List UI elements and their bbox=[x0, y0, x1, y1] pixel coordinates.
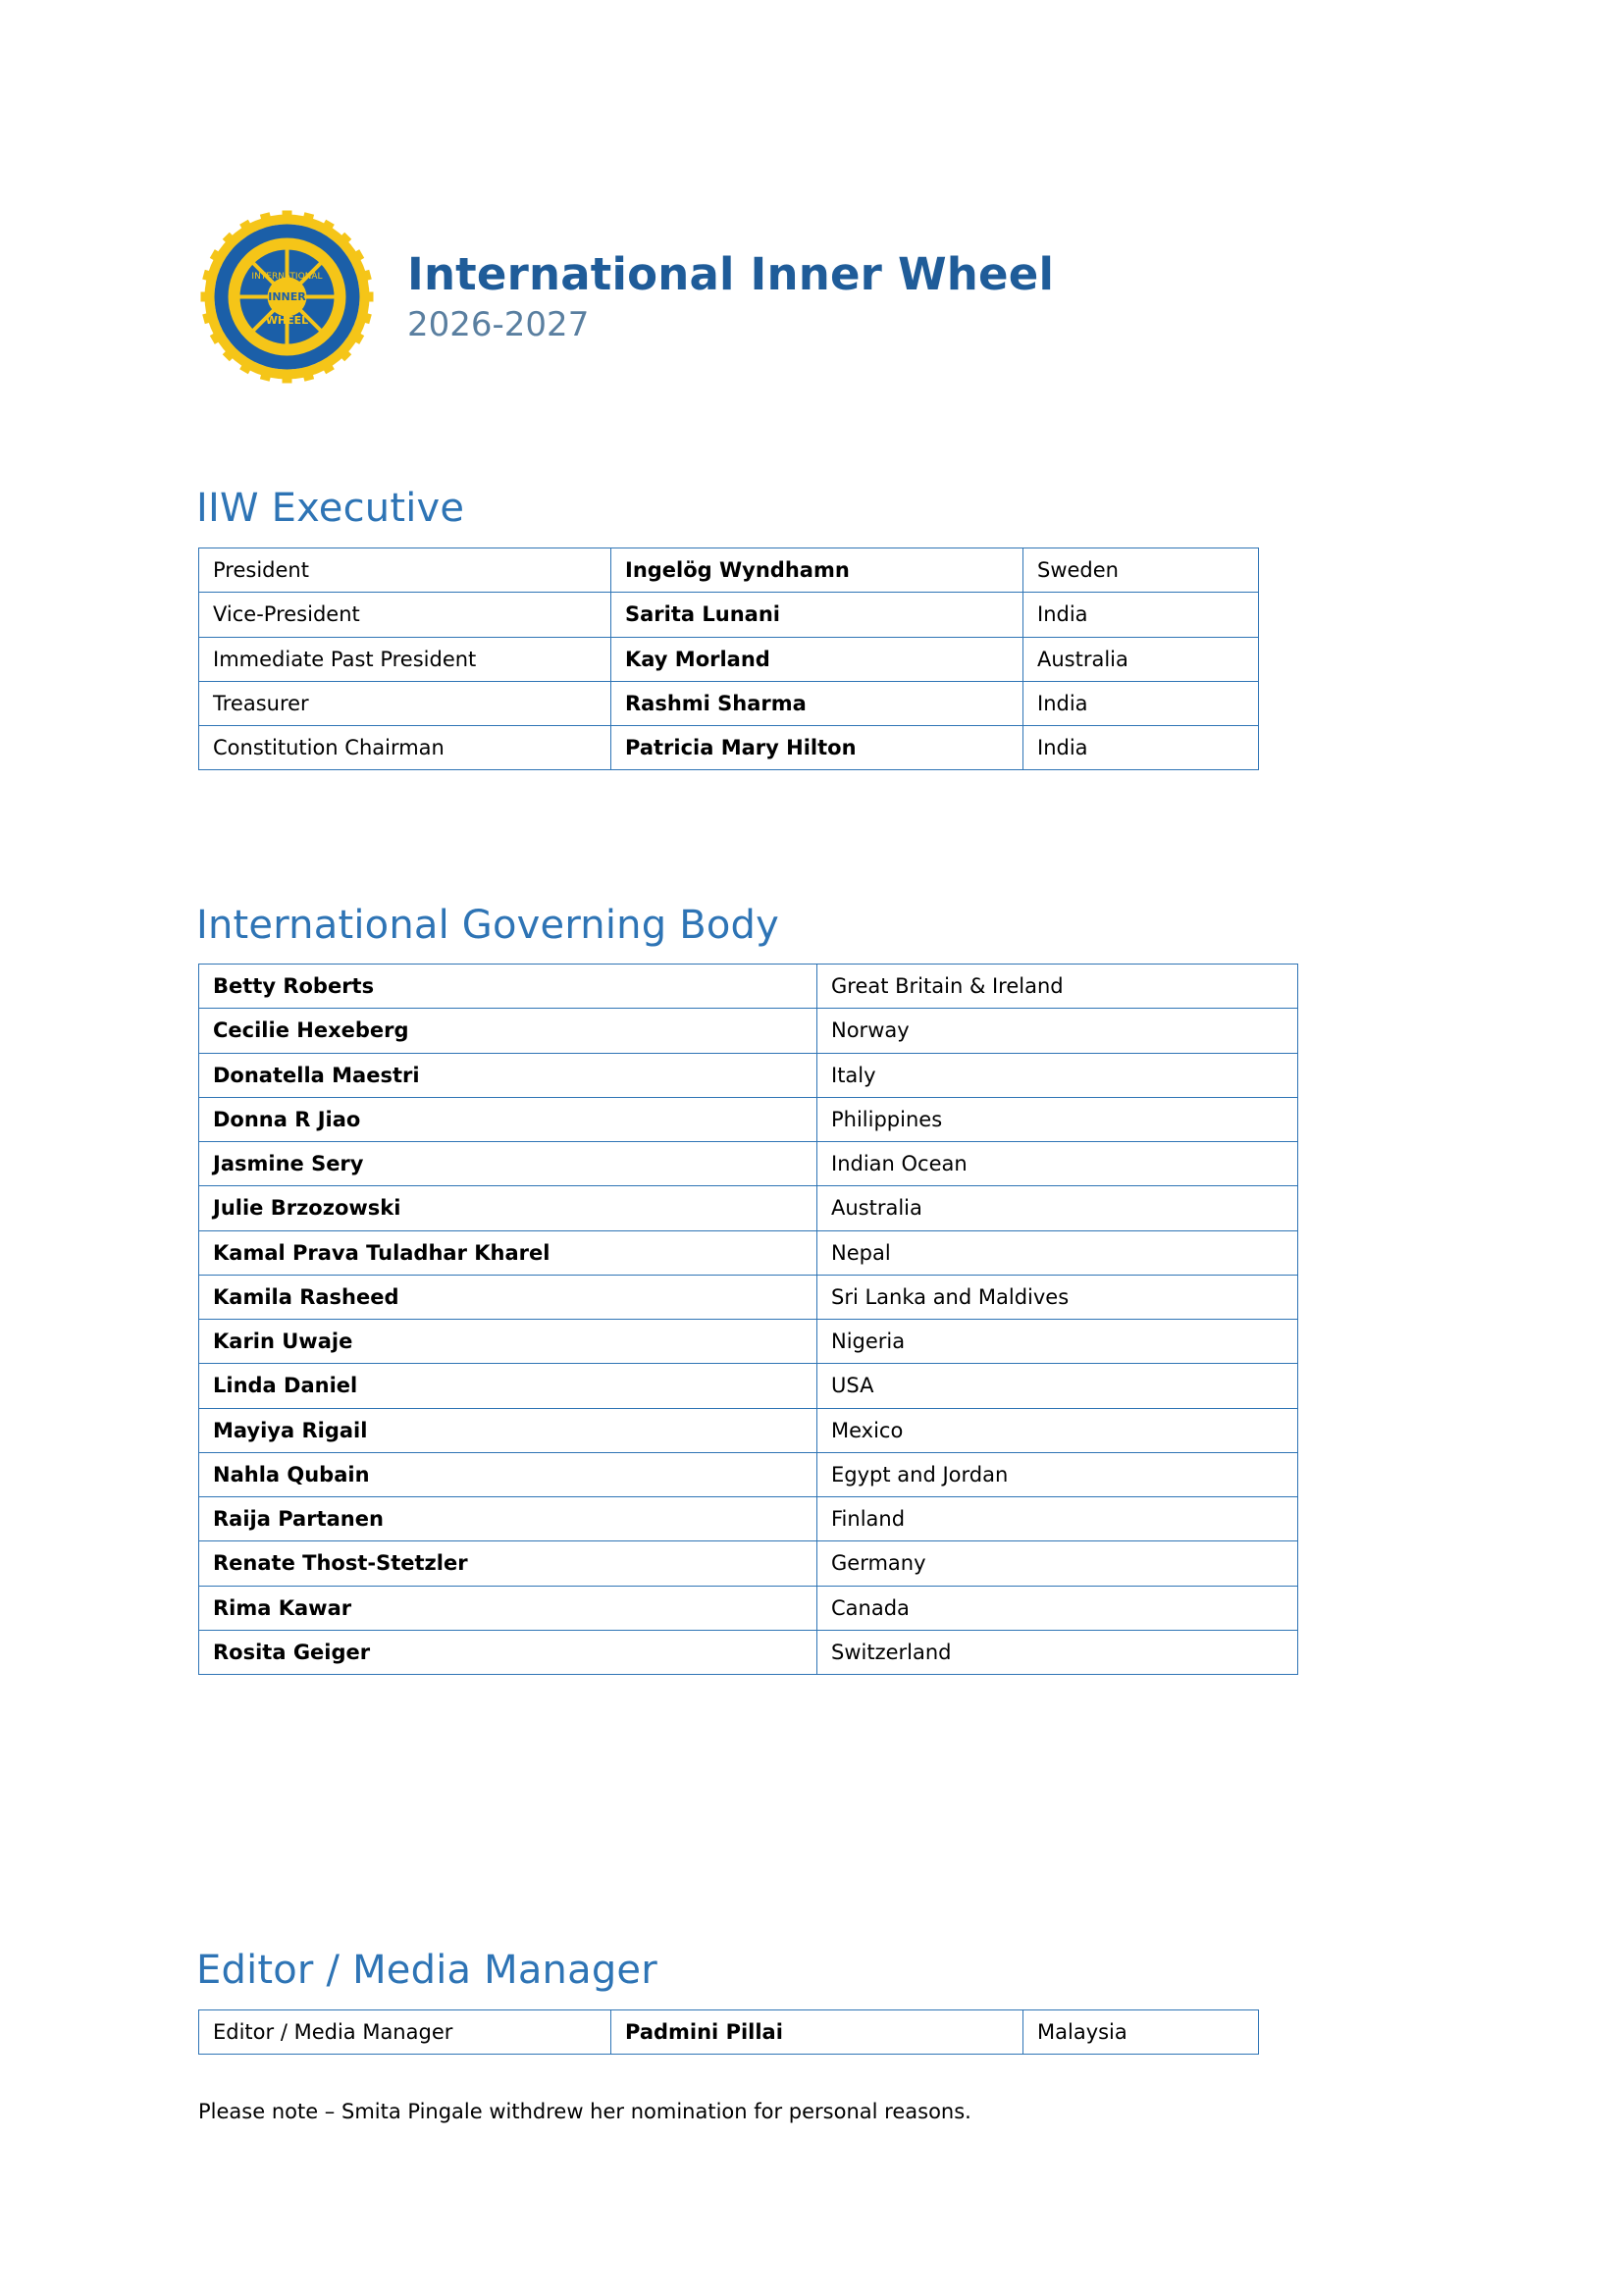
cell-role: Vice-President bbox=[199, 593, 611, 637]
table-governing-body bbox=[198, 964, 1298, 1675]
cell-name: Rima Kawar bbox=[199, 1586, 817, 1630]
cell-name: Patricia Mary Hilton bbox=[611, 726, 1023, 770]
cell-name: Nahla Qubain bbox=[199, 1452, 817, 1496]
cell-name: Karin Uwaje bbox=[199, 1320, 817, 1364]
table-row bbox=[199, 1142, 1298, 1186]
cell-role: President bbox=[199, 548, 611, 593]
cell-name: Donna R Jiao bbox=[199, 1097, 817, 1141]
table-row bbox=[199, 681, 1259, 725]
table-row bbox=[199, 1630, 1298, 1674]
cell-country: USA bbox=[817, 1364, 1298, 1408]
inner-wheel-emblem-icon bbox=[196, 206, 378, 388]
cell-name: Julie Brzozowski bbox=[199, 1186, 817, 1230]
cell-name: Mayiya Rigail bbox=[199, 1408, 817, 1452]
table-row bbox=[199, 637, 1259, 681]
table-row bbox=[199, 1541, 1298, 1586]
table-row bbox=[199, 965, 1298, 1009]
svg-text:INTERNATIONAL: INTERNATIONAL bbox=[251, 272, 323, 282]
cell-country: Sri Lanka and Maldives bbox=[817, 1275, 1298, 1319]
table-row bbox=[199, 1452, 1298, 1496]
section-heading-executive: IIW Executive bbox=[196, 486, 465, 531]
table-row bbox=[199, 548, 1259, 593]
cell-country: India bbox=[1023, 681, 1259, 725]
table-row bbox=[199, 1320, 1298, 1364]
table-row bbox=[199, 1275, 1298, 1319]
cell-name: Rosita Geiger bbox=[199, 1630, 817, 1674]
table-row bbox=[199, 1586, 1298, 1630]
cell-country: Great Britain & Ireland bbox=[817, 965, 1298, 1009]
table-row bbox=[199, 1364, 1298, 1408]
table-row bbox=[199, 1009, 1298, 1053]
table-row bbox=[199, 1230, 1298, 1275]
cell-country: Nepal bbox=[817, 1230, 1298, 1275]
cell-country: Indian Ocean bbox=[817, 1142, 1298, 1186]
cell-name: Betty Roberts bbox=[199, 965, 817, 1009]
table-row bbox=[199, 1497, 1298, 1541]
table-executive bbox=[198, 548, 1259, 770]
cell-name: Jasmine Sery bbox=[199, 1142, 817, 1186]
table-row bbox=[199, 1186, 1298, 1230]
cell-country: India bbox=[1023, 593, 1259, 637]
cell-country: Australia bbox=[817, 1186, 1298, 1230]
table-editor bbox=[198, 2009, 1259, 2055]
section-heading-governing-body: International Governing Body bbox=[196, 903, 779, 948]
page-title: International Inner Wheel bbox=[407, 248, 1055, 301]
cell-role: Editor / Media Manager bbox=[199, 2010, 611, 2055]
cell-name: Kamila Rasheed bbox=[199, 1275, 817, 1319]
cell-role: Immediate Past President bbox=[199, 637, 611, 681]
cell-role: Constitution Chairman bbox=[199, 726, 611, 770]
table-row bbox=[199, 726, 1259, 770]
document-header bbox=[196, 206, 1054, 388]
cell-country: Germany bbox=[817, 1541, 1298, 1586]
cell-country: Switzerland bbox=[817, 1630, 1298, 1674]
cell-country: Sweden bbox=[1023, 548, 1259, 593]
footer-note: Please note – Smita Pingale withdrew her nomination for personal reasons. bbox=[198, 2100, 971, 2123]
cell-role: Treasurer bbox=[199, 681, 611, 725]
table-row bbox=[199, 1408, 1298, 1452]
svg-text:INNER: INNER bbox=[268, 290, 306, 303]
table-row bbox=[199, 593, 1259, 637]
cell-name: Sarita Lunani bbox=[611, 593, 1023, 637]
cell-country: Norway bbox=[817, 1009, 1298, 1053]
table-row bbox=[199, 1053, 1298, 1097]
cell-country: Mexico bbox=[817, 1408, 1298, 1452]
page-subtitle-years: 2026-2027 bbox=[407, 304, 590, 344]
section-heading-editor: Editor / Media Manager bbox=[196, 1948, 657, 1993]
table-row bbox=[199, 2010, 1259, 2055]
cell-country: India bbox=[1023, 726, 1259, 770]
table-row bbox=[199, 1097, 1298, 1141]
cell-country: Australia bbox=[1023, 637, 1259, 681]
cell-name: Rashmi Sharma bbox=[611, 681, 1023, 725]
cell-name: Linda Daniel bbox=[199, 1364, 817, 1408]
cell-country: Malaysia bbox=[1023, 2010, 1259, 2055]
svg-text:WHEEL: WHEEL bbox=[265, 314, 309, 327]
header-text-block bbox=[407, 250, 1054, 343]
cell-name: Cecilie Hexeberg bbox=[199, 1009, 817, 1053]
cell-name: Kamal Prava Tuladhar Kharel bbox=[199, 1230, 817, 1275]
cell-country: Egypt and Jordan bbox=[817, 1452, 1298, 1496]
cell-country: Canada bbox=[817, 1586, 1298, 1630]
cell-country: Italy bbox=[817, 1053, 1298, 1097]
cell-country: Philippines bbox=[817, 1097, 1298, 1141]
cell-name: Raija Partanen bbox=[199, 1497, 817, 1541]
cell-name: Renate Thost-Stetzler bbox=[199, 1541, 817, 1586]
cell-name: Kay Morland bbox=[611, 637, 1023, 681]
cell-country: Finland bbox=[817, 1497, 1298, 1541]
cell-name: Ingelög Wyndhamn bbox=[611, 548, 1023, 593]
cell-name: Donatella Maestri bbox=[199, 1053, 817, 1097]
cell-country: Nigeria bbox=[817, 1320, 1298, 1364]
cell-name: Padmini Pillai bbox=[611, 2010, 1023, 2055]
